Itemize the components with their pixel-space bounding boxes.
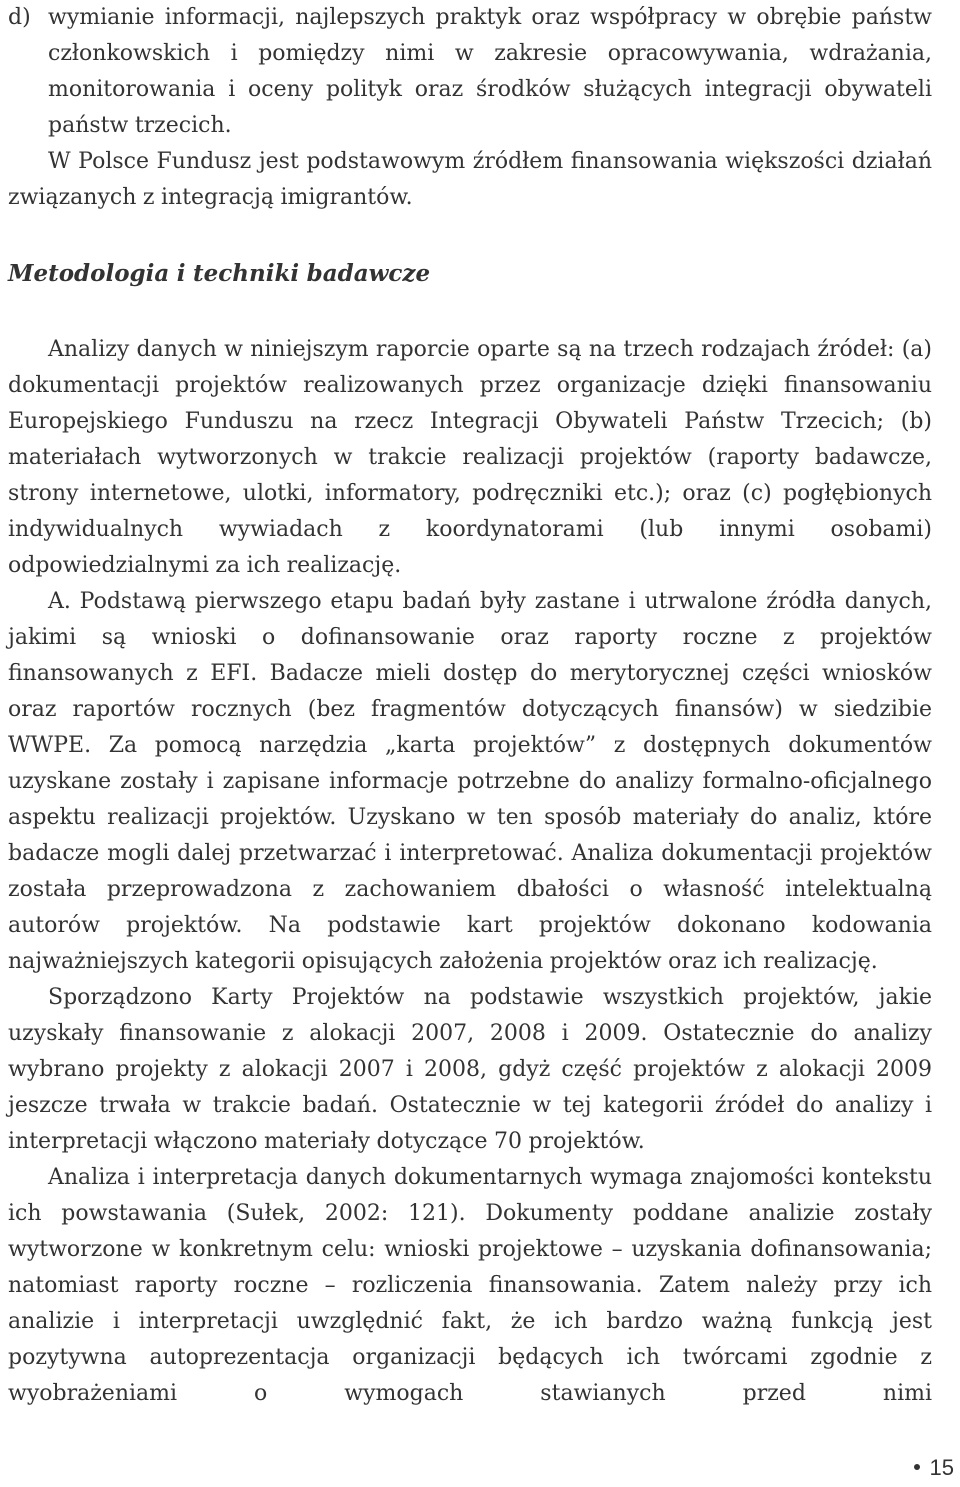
section-heading: Metodologia i techniki badawcze [8, 260, 431, 287]
paragraph-stage-a: A. Podstawą pierwszego etapu badań były zastane i utrwalone źródła danych, jakimi są wnioski o dofinansowanie oraz raporty roczne z projektów finansowanych z EFI. Badacze mieli dostęp do merytorycznej części wniosków oraz raportów rocznych (bez fragmentów dotyczących finansów) w siedzibie WWPE. Za pomocą narzędzia „karta projektów” z dostępnych dokumentów uzyskane zostały i zapisane informacje potrzebne do analizy formalno-oficjalnego aspektu realizacji projektów. Uzyskano w ten sposób materiały do analiz, które badacze mogli dalej przetwarzać i interpretować. Analiza dokumentacji projektów została przeprowadzona z zachowaniem dbałości o własność intelektualną autorów projektów. Na podstawie kart projektów dokonano kodowania najważniejszych kategorii opisujących założenia projektów oraz ich realizację. [8, 589, 932, 974]
list-item-text: wymianie informacji, najlepszych praktyk oraz współpracy w obrębie państw członkowskich i pomiędzy nimi w zakresie opracowywania, wdrażania, monitorowania i oceny polityk oraz środków służących integracji obywateli państw trzecich. [48, 5, 932, 138]
bullet-icon [914, 1464, 920, 1470]
page-footer [914, 1454, 954, 1482]
paragraph-sources: Analizy danych w niniejszym raporcie oparte są na trzech rodzajach źródeł: (a) dokumentacji projektów realizowanych przez organizacje dzięki finansowaniu Europejskiego Funduszu na rzecz Integracji Obywateli Państw Trzecich; (b) materiałach wytworzonych w trakcie realizacji projektów (raporty badawcze, strony internetowe, ulotki, informatory, podręczniki etc.); oraz (c) pogłębionych indywidualnych wywiadach z koordynatorami (lub innymi osobami) odpowiedzialnymi za ich realizację. [8, 337, 932, 578]
list-item-d [8, 0, 932, 144]
intro-paragraph: W Polsce Fundusz jest podstawowym źródłem finansowania większości działań związanych z integracją imigrantów. [8, 149, 932, 210]
page-number: 15 [929, 1455, 954, 1480]
list-item-marker: d) [8, 5, 31, 30]
paragraph-project-cards: Sporządzono Karty Projektów na podstawie wszystkich projektów, jakie uzyskały finansowanie z alokacji 2007, 2008 i 2009. Ostatecznie do analizy wybrano projekty z alokacji 2007 i 2008, gdyż część projektów z alokacji 2009 jeszcze trwała w trakcie badań. Ostatecznie w tej kategorii źródeł do analizy i interpretacji włączono materiały dotyczące 70 projektów. [8, 985, 932, 1154]
page-body [8, 0, 932, 1412]
paragraph-interpretation: Analiza i interpretacja danych dokumentarnych wymaga znajomości kontekstu ich powstawania (Sułek, 2002: 121). Dokumenty poddane analizie zostały wytworzone w konkretnym celu: wnioski projektowe – uzyskania dofinansowania; natomiast raporty roczne – rozliczenia finansowania. Zatem należy przy ich analizie i interpretacji uwzględnić fakt, że ich bardzo ważną funkcją jest pozytywna autoprezentacja organizacji będących ich twórcami zgodnie z wyobrażeniami o wymogach stawianych przed nimi [8, 1165, 932, 1406]
